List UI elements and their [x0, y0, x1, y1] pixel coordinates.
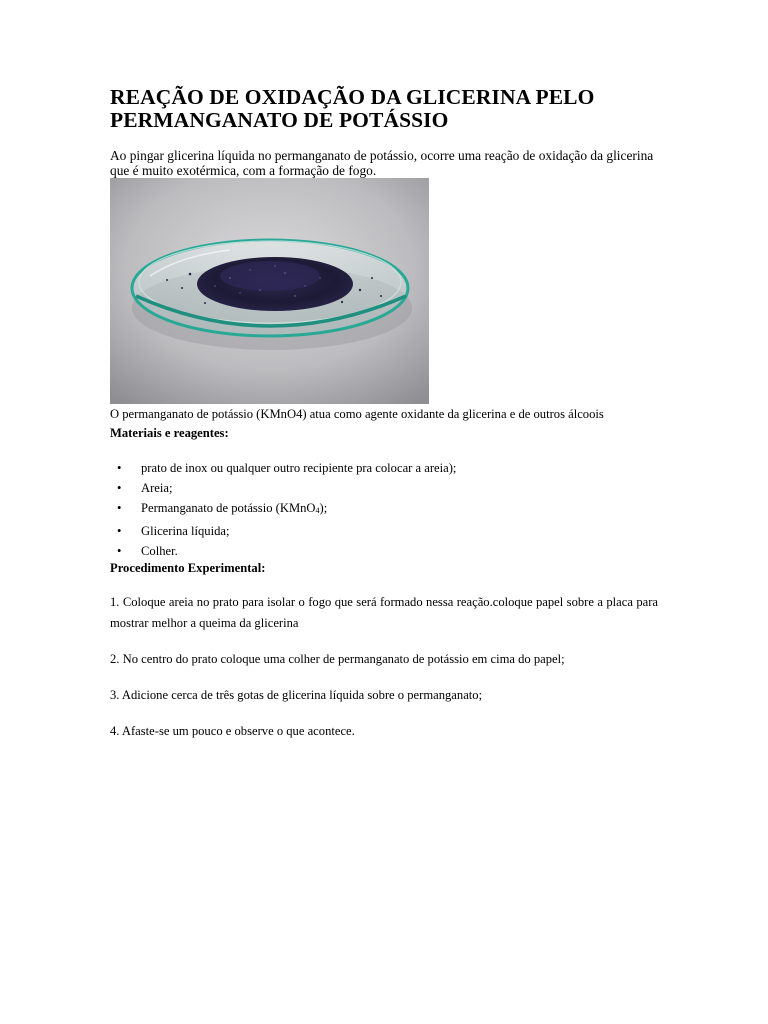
procedure-heading: Procedimento Experimental: [110, 561, 266, 575]
bullet-icon: • [117, 524, 122, 538]
list-item: • Permanganato de potássio (KMnO$_4$); [110, 498, 658, 521]
procedure-step: 4. Afaste-se um pouco e observe o que acontece. [110, 724, 355, 738]
document-page [110, 86, 658, 742]
bullet-icon: • [117, 544, 122, 558]
materials-list [110, 458, 658, 561]
procedure-step: 3. Adicione cerca de três gotas de glicerina líquida sobre o permanganato; [110, 688, 483, 702]
permanganate-photo [110, 178, 429, 404]
photo-caption: O permanganato de potássio (KMnO4) atua como agente oxidante da glicerina e de outros álcoois [110, 407, 604, 421]
intro-paragraph: Ao pingar glicerina líquida no permanganato de potássio, ocorre uma reação de oxidação da glicerina que é muito exotérmica, com a formação de fogo. [110, 148, 654, 178]
document-title: REAÇÃO DE OXIDAÇÃO DA GLICERINA PELO PERMANGANATO DE POTÁSSIO [110, 85, 595, 132]
bullet-icon: • [117, 481, 122, 495]
materials-heading: Materiais e reagentes: [110, 426, 229, 440]
list-item: • Glicerina líquida; [110, 521, 658, 541]
bullet-icon: • [117, 461, 122, 475]
list-item: • Areia; [110, 478, 658, 498]
bullet-icon: • [117, 501, 122, 515]
procedure-step: 2. No centro do prato coloque uma colher de permanganato de potássio em cima do papel; [110, 652, 565, 666]
list-item: • prato de inox ou qualquer outro recipiente pra colocar a areia); [110, 458, 658, 478]
list-item: • Colher. [110, 541, 658, 561]
procedure-step: 1. Coloque areia no prato para isolar o fogo que será formado nessa reação.coloque papel sobre a placa para mostrar melhor a queima da glicerina [110, 595, 658, 630]
